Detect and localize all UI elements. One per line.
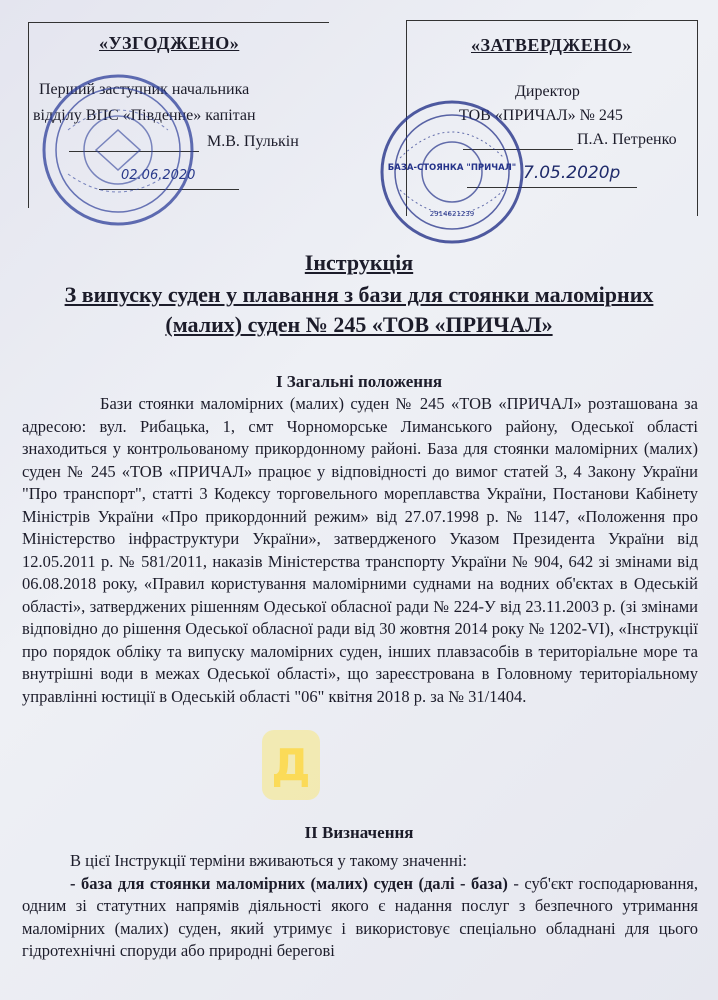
approval-right-line1: Директор (515, 83, 580, 100)
company-stamp-right (378, 98, 526, 246)
approval-left-line1: Перший заступник начальника (39, 81, 250, 98)
stamp-center-text: БАЗА-СТОЯНКА "ПРИЧАЛ" (387, 163, 517, 173)
section1-heading: І Загальні положення (275, 372, 443, 391)
document-subtitle-line1: З випуску суден у плавання з бази для стоянки маломірних (64, 282, 654, 307)
section1-paragraph: Бази стоянки маломірних (малих) суден № 245 «ТОВ «ПРИЧАЛ» розташована за адресою: вул. Рибацька, 1, смт Чорноморське Лиманського району, Одеської області знаходиться у контрольованому прикордонному районі. База для стоянки маломірних (малих) суден № 245 «ТОВ «ПРИЧАЛ» працює у відповідності до вимог статей 3, 4 Закону України "Про транспорт", статті 3 Кодексу торговельного мореплавства України, Постанови Кабінету Міністрів України «Про прикордонний режим» від 27.07.1998 р. № 1147, «Положення про Міністерство інфраструктури України», затвердженого Указом Президента України від 12.05.2011 р. № 581/2011, наказів Міністерства транспорту України № 904, 642 зі змінами від 06.08.2018 року, «Правил користування маломірними суднами на водних об'єктах в Одеській області», затверджених рішенням Одеської обласної ради № 224-У від 23.11.2003 р. (зі змінами відповідно до рішення Одеської обласної ради від 30 жовтня 2014 року № 1202-VI), «Інструкції про порядок обліку та випуску маломірних суден, інших плавзасобів в територіальне море та внутрішні води в межах Одеської області», що зареєстрована в Головному територіальному управлінні юстиції в Одеській області "06" квітня 2018 р. за № 31/1404. (22, 394, 698, 706)
approval-left-signatory: М.В. Пулькін (207, 133, 299, 150)
section2-intro: В цієї Інструкції терміни вживаються у такому значенні: (70, 851, 467, 870)
approval-right-title: «ЗАТВЕРДЖЕНО» (471, 35, 632, 55)
official-stamp-left (38, 70, 198, 230)
stamp-code: 2914621239 (429, 210, 475, 218)
section2-definition-paragraph (22, 873, 698, 963)
approval-left-date: 02.06.2020 (121, 168, 196, 183)
approval-right-line2: ТОВ «ПРИЧАЛ» № 245 (459, 107, 623, 124)
watermark-logo: Д (262, 730, 320, 800)
approval-right-date: 7.05.2020р (523, 163, 621, 183)
section2-definition: - суб'єкт господарювання, одним зі статутних напрямів діяльності якого є надання послуг з безпечного утримання маломірних (малих) суден, який утримує і використовує спеціально обладнані для цього гідротехнічні споруди або природні берегові (22, 873, 698, 960)
section1-body (22, 393, 698, 708)
approval-left-line2: відділу ВПС «Південне» капітан (33, 107, 256, 124)
document-subtitle-line2: (малих) суден № 245 «ТОВ «ПРИЧАЛ» (165, 312, 553, 337)
section2-heading: ІІ Визначення (304, 823, 414, 842)
approval-right-signatory: П.А. Петренко (577, 131, 677, 148)
document-title: Інструкція (304, 250, 414, 275)
section2-term: - база для стоянки маломірних (малих) суден (далі - база) (70, 873, 508, 893)
section2-body (22, 850, 698, 963)
approval-left-title: «УЗГОДЖЕНО» (99, 33, 240, 53)
